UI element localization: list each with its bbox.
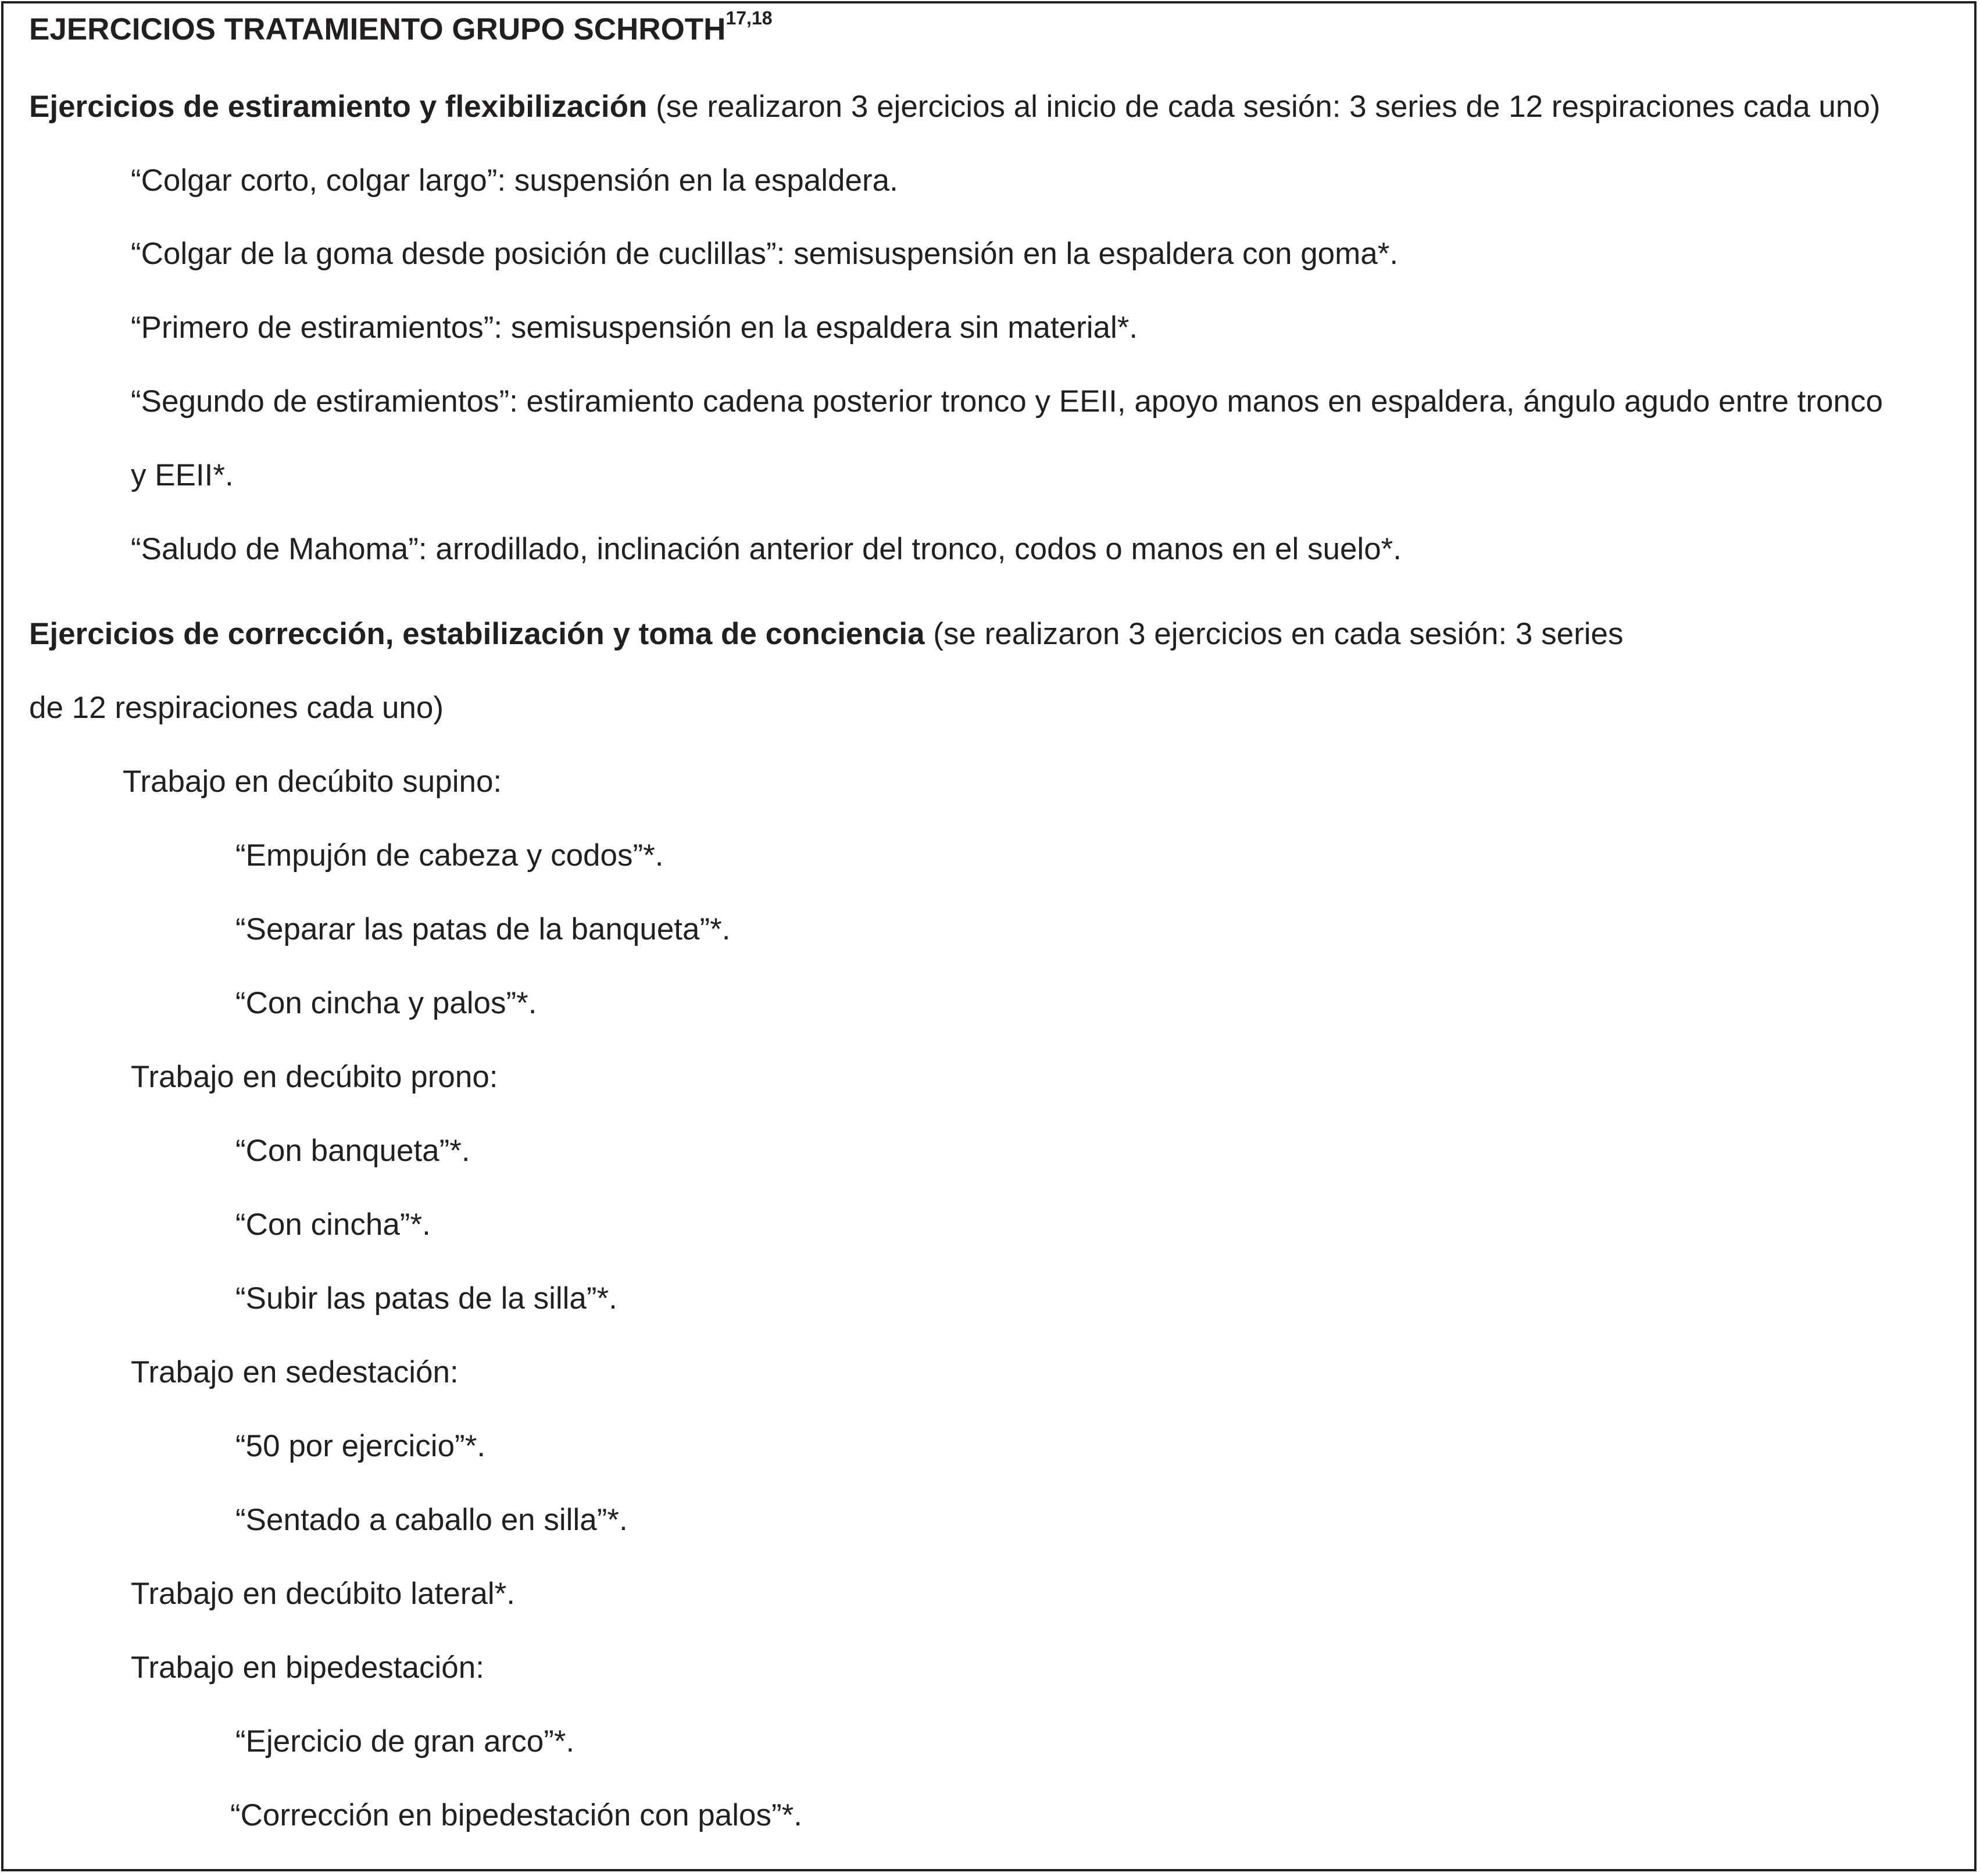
section1-item: “Colgar de la goma desde posición de cuclillas”: semisuspensión en la espaldera con goma*. — [131, 237, 1399, 271]
table-title-text: EJERCICIOS TRATAMIENTO GRUPO SCHROTH — [29, 12, 726, 47]
section2-heading — [29, 616, 1623, 652]
group-label-lateral: Trabajo en decúbito lateral*. — [131, 1577, 515, 1611]
group-item: “Ejercicio de gran arco”*. — [235, 1724, 575, 1759]
section1-heading-rest: (se realizaron 3 ejercicios al inicio de cada sesión: 3 series de 12 respiraciones cada uno) — [647, 90, 1881, 124]
group-item: “Con cincha y palos”*. — [235, 986, 537, 1020]
section1-item-continuation: y EEII*. — [131, 458, 234, 492]
group-item: “Corrección en bipedestación con palos”*. — [230, 1798, 802, 1832]
group-item: “Con cincha”*. — [235, 1207, 431, 1242]
group-item: “50 por ejercicio”*. — [235, 1429, 486, 1463]
group-item: “Subir las patas de la silla”*. — [235, 1281, 617, 1316]
group-item: “Sentado a caballo en silla”*. — [235, 1503, 628, 1537]
group-item: “Empujón de cabeza y codos”*. — [235, 838, 664, 873]
section1-heading-bold: Ejercicios de estiramiento y flexibilización — [29, 90, 648, 124]
section2-heading-bold: Ejercicios de corrección, estabilización y toma de conciencia — [29, 617, 925, 651]
section1-item: “Primero de estiramientos”: semisuspensión en la espaldera sin material*. — [131, 310, 1138, 345]
group-label-standing: Trabajo en bipedestación: — [131, 1650, 484, 1685]
group-label-sitting: Trabajo en sedestación: — [131, 1355, 459, 1389]
group-item: “Separar las patas de la banqueta”*. — [235, 912, 731, 946]
section2-heading-rest: (se realizaron 3 ejercicios en cada sesión: 3 series — [924, 617, 1624, 651]
group-item: “Con banqueta”*. — [235, 1134, 470, 1168]
section1-item: “Segundo de estiramientos”: estiramiento cadena posterior tronco y EEII, apoyo manos en espaldera, ángulo agudo entre tronco — [131, 384, 1883, 419]
table-title — [29, 8, 773, 48]
group-label-prone: Trabajo en decúbito prono: — [131, 1060, 498, 1094]
section1-item: “Colgar corto, colgar largo”: suspensión en la espaldera. — [131, 163, 898, 198]
group-label-supine: Trabajo en decúbito supino: — [123, 764, 502, 799]
section2-heading-continuation: de 12 respiraciones cada uno) — [29, 691, 444, 725]
section1-heading — [29, 89, 1880, 125]
section1-item: “Saludo de Mahoma”: arrodillado, inclinación anterior del tronco, codos o manos en el suelo*. — [131, 532, 1402, 566]
exercise-table-frame — [1, 1, 1977, 1871]
title-reference-superscript: 17,18 — [725, 8, 773, 28]
